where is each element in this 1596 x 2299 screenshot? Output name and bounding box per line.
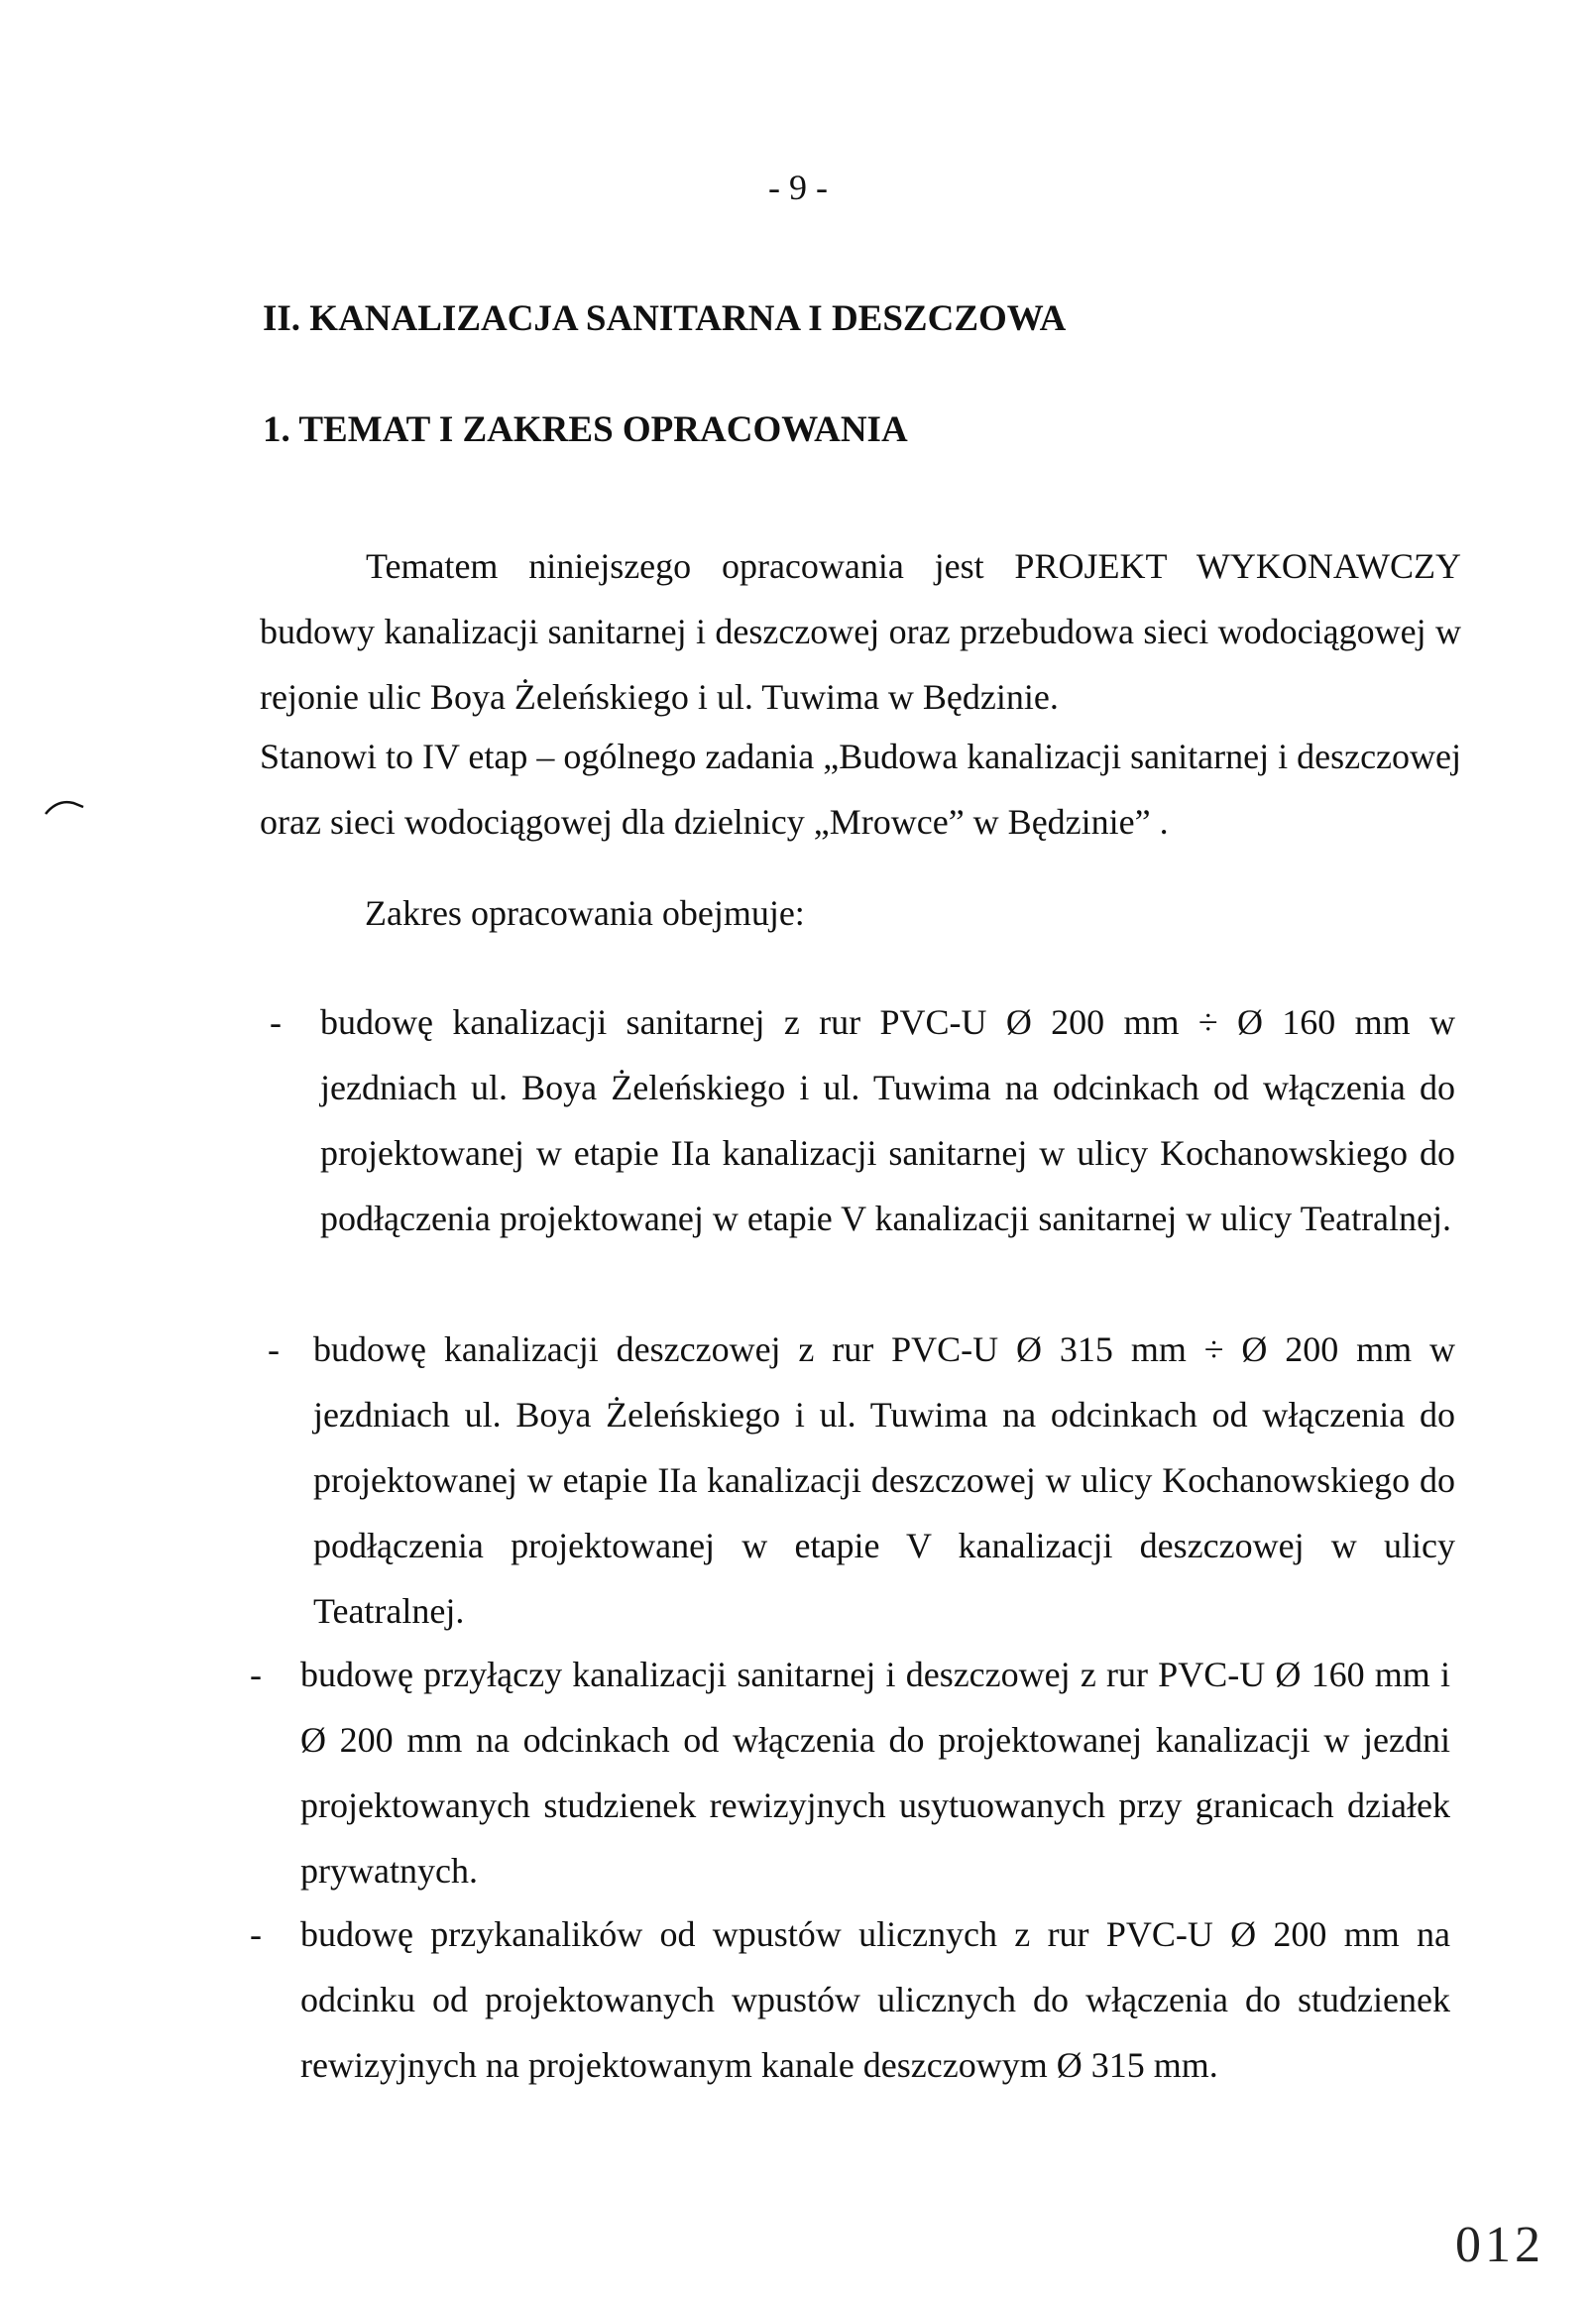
section-heading: II. KANALIZACJA SANITARNA I DESZCZOWA	[263, 298, 1067, 339]
list-dash: -	[268, 1329, 280, 1369]
list-item-text: budowę przyłączy kanalizacji sanitarnej i deszczowej z rur PVC-U Ø 160 mm i Ø 200 mm na odcinkach od włączenia do projektowanej kanalizacji w jezdni projektowanych studzienek rewizyjnych usytuowanych przy granicach działek prywatnych.	[300, 1655, 1450, 1891]
list-item-text: budowę kanalizacji sanitarnej z rur PVC-U Ø 200 mm ÷ Ø 160 mm w jezdniach ul. Boya Żeleńskiego i ul. Tuwima na odcinkach od włączenia do projektowanej w etapie IIa kanalizacji sanitarnej w ulicy Kochanowskiego do podłączenia projektowanej w etapie V kanalizacji sanitarnej w ulicy Teatralnej.	[320, 1002, 1455, 1238]
subsection-heading: 1. TEMAT I ZAKRES OPRACOWANIA	[263, 409, 908, 450]
archive-number: 012	[1455, 2217, 1544, 2273]
page-number: - 9 -	[768, 168, 828, 207]
list-dash: -	[250, 1914, 262, 1954]
stage-paragraph: Stanowi to IV etap – ogólnego zadania „Budowa kanalizacji sanitarnej i deszczowej oraz sieci wodociągowej dla dzielnicy „Mrowce” w Będzinie” .	[260, 737, 1461, 842]
list-dash: -	[270, 1002, 282, 1042]
list-item-text: budowę przykanalików od wpustów ulicznych z rur PVC-U Ø 200 mm na odcinku od projektowanych wpustów ulicznych do włączenia do studzienek rewizyjnych na projektowanym kanale deszczowym Ø 315 mm.	[300, 1914, 1450, 2085]
list-dash: -	[250, 1655, 262, 1694]
list-item-text: budowę kanalizacji deszczowej z rur PVC-U Ø 315 mm ÷ Ø 200 mm w jezdniach ul. Boya Żeleńskiego i ul. Tuwima na odcinkach od włączenia do projektowanej w etapie IIa kanalizacji deszczowej w ulicy Kochanowskiego do podłączenia projektowanej w etapie V kanalizacji deszczowej w ulicy Teatralnej.	[313, 1329, 1455, 1631]
scope-intro: Zakres opracowania obejmuje:	[365, 893, 805, 933]
intro-paragraph: Tematem niniejszego opracowania jest PROJEKT WYKONAWCZY budowy kanalizacji sanitarnej i deszczowej oraz przebudowa sieci wodociągowej w rejonie ulic Boya Żeleńskiego i ul. Tuwima w Będzinie.	[260, 546, 1461, 717]
margin-pen-mark	[44, 795, 89, 817]
